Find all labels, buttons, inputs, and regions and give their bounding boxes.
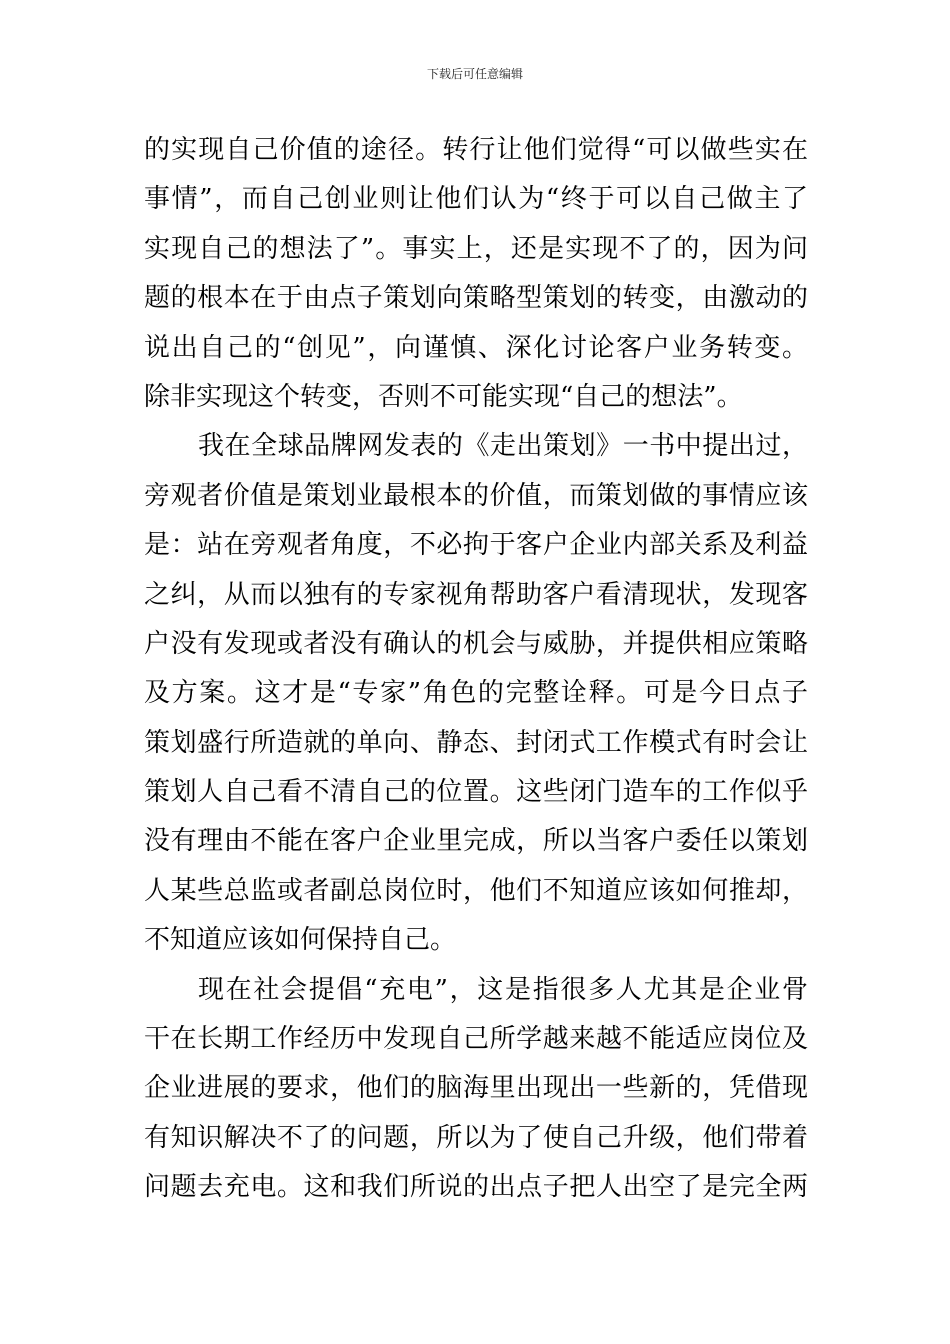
text-line: 没有理由不能在客户企业里完成，所以当客户委任以策划 (144, 826, 808, 857)
text-line: 事情”，而自己创业则让他们认为“终于可以自己做主了 (144, 184, 808, 215)
text-line: 实现自己的想法了”。事实上，还是实现不了的，因为问 (144, 233, 808, 264)
text-line: 除非实现这个转变，否则不可能实现“自己的想法”。 (144, 381, 743, 412)
page-header: 下载后可任意编辑 (426, 67, 523, 81)
text-line: 人某些总监或者副总岗位时，他们不知道应该如何推却， (144, 875, 808, 906)
text-line: 是：站在旁观者角度，不必拘于客户企业内部关系及利益 (144, 530, 808, 561)
text-line: 的实现自己价值的途径。转行让他们觉得“可以做些实在 (144, 135, 808, 165)
text-line: 现在社会提倡“充电”，这是指很多人尤其是企业骨 (198, 974, 808, 1005)
text-line: 干在长期工作经历中发现自己所学越来越不能适应岗位及 (144, 1024, 808, 1055)
text-line: 策划人自己看不清自己的位置。这些闭门造车的工作似乎 (144, 777, 808, 808)
paragraph-3 (144, 966, 808, 1213)
text-line: 题的根本在于由点子策划向策略型策划的转变，由激动的 (144, 283, 808, 314)
paragraph-1 (144, 126, 808, 422)
text-line: 策划盛行所造就的单向、静态、封闭式工作模式有时会让 (144, 727, 808, 758)
paragraph-2 (144, 422, 808, 965)
text-line: 我在全球品牌网发表的《走出策划》一书中提出过， (198, 431, 808, 462)
text-line: 问题去充电。这和我们所说的出点子把人出空了是完全两 (144, 1172, 808, 1203)
text-line: 说出自己的“创见”，向谨慎、深化讨论客户业务转变。 (144, 332, 808, 363)
text-line: 企业进展的要求，他们的脑海里出现出一些新的，凭借现 (144, 1073, 808, 1104)
text-line: 有知识解决不了的问题，所以为了使自己升级，他们带着 (144, 1122, 808, 1153)
text-line: 户没有发现或者没有确认的机会与威胁，并提供相应策略 (144, 628, 808, 659)
text-line: 不知道应该如何保持自己。 (144, 925, 457, 956)
document-body (144, 126, 808, 1213)
text-line: 旁观者价值是策划业最根本的价值，而策划做的事情应该 (144, 480, 808, 511)
text-line: 及方案。这才是“专家”角色的完整诠释。可是今日点子 (144, 678, 808, 709)
text-line: 之纠，从而以独有的专家视角帮助客户看清现状，发现客 (144, 579, 808, 610)
